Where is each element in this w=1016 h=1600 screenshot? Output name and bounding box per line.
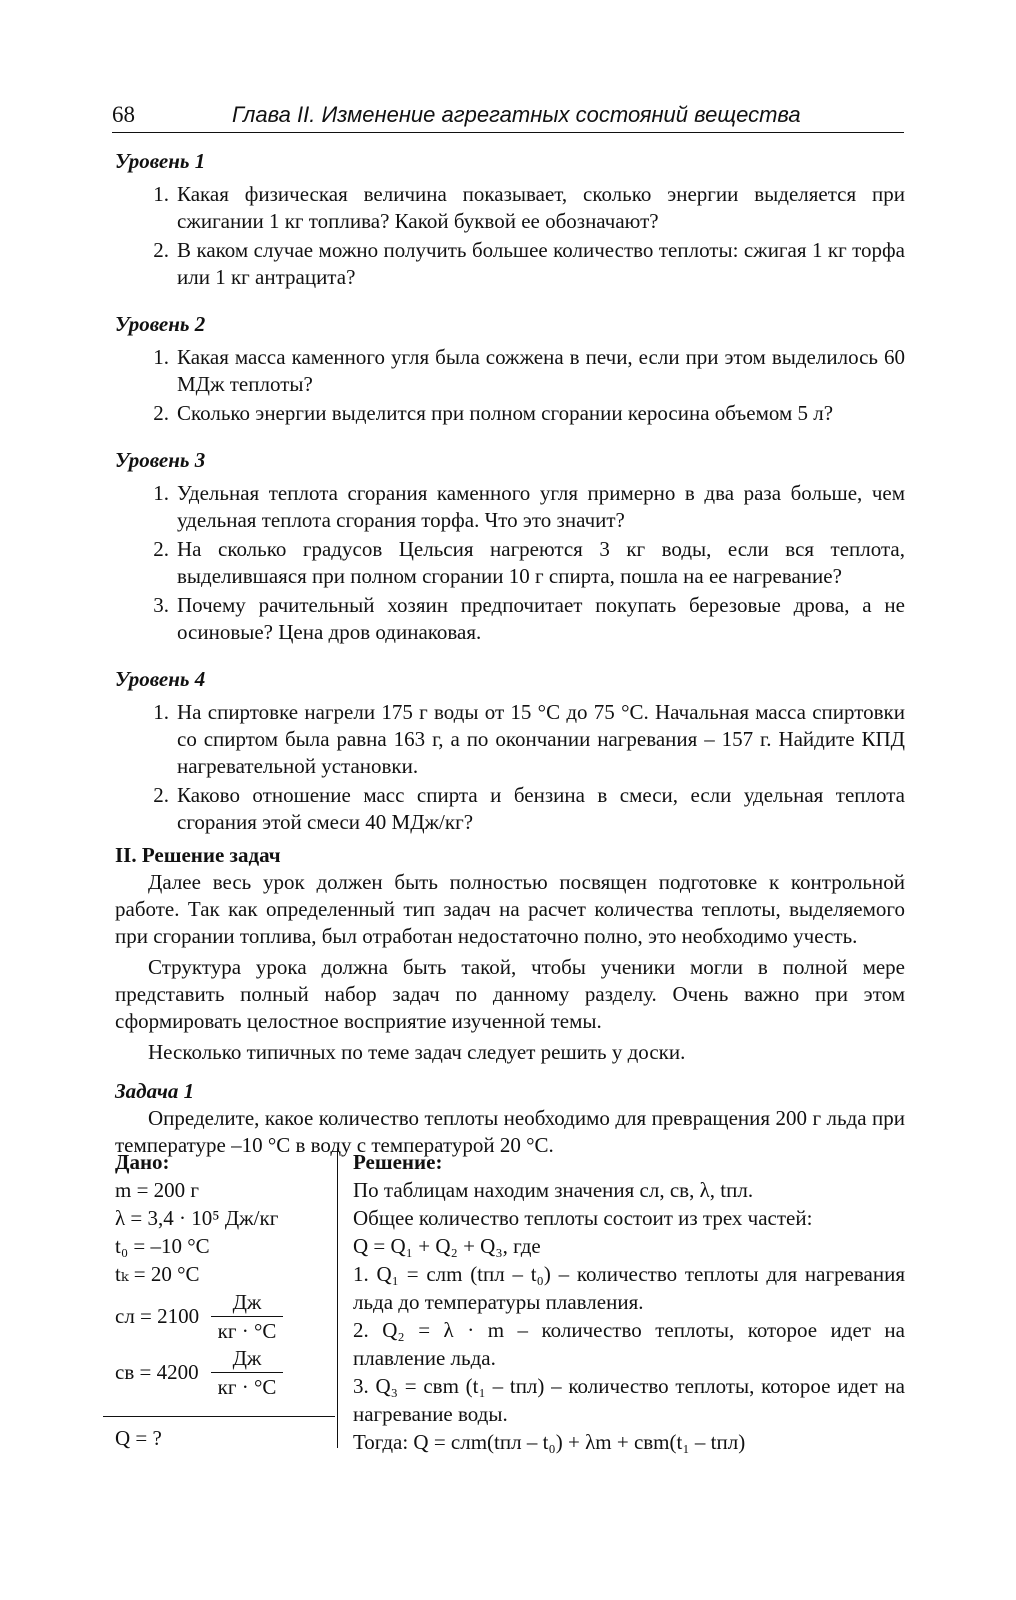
level-title: Уровень 2 [115,312,206,336]
question-number: 1. [153,700,169,724]
section-heading: II. Решение задач [115,843,281,867]
solution-line: По таблицам находим значения cл, cв, λ, tпл. [353,1178,754,1202]
given-column [115,1148,343,1450]
task-statement: Определите, какое количество теплоты необходимо для превращения 200 г льда при температуре –10 °С в воду с температурой 20 °С. [115,1106,905,1157]
level-title: Уровень 4 [115,667,206,691]
question-item [115,480,905,534]
task-title: Задача 1 [115,1079,195,1103]
question-number: 1. [153,345,169,369]
c-water-fraction [211,1344,283,1399]
header-divider [112,132,904,133]
solution-line: Общее количество теплоты состоит из трех частей: [353,1206,813,1230]
question-text: Какая масса каменного угля была сожжена в печи, если при этом выделилось 60 МДж теплоты? [177,345,905,396]
solution-column [353,1148,905,1456]
question-number: 2. [153,783,169,807]
c-ice-lhs: cл = 2100 [115,1304,200,1328]
spacer [115,429,905,439]
question-number: 1. [153,481,169,505]
spacer [115,293,905,303]
solution-line: 1. Q₁ = cлm (tпл – t₀) – количество теплоты для нагревания льда до температуры плавления. [353,1262,905,1314]
solution-line: 2. Q₂ = λ · m – количество теплоты, которое идет на плавление льда. [353,1318,905,1370]
paragraph: Структура урока должна быть такой, чтобы ученики могли в полной мере представить полный набор задач по данному разделу. Очень важно при этом сформировать целостное восприятие изученной темы. [115,955,905,1033]
spacer [115,648,905,658]
given-c-ice [115,1288,343,1344]
chapter-title: Глава II. Изменение агрегатных состояний вещества [232,102,801,127]
paragraph: Далее весь урок должен быть полностью посвящен подготовке к контрольной работе. Так как определенный тип задач на расчет количества теплоты, выделяемого при сгорании топлива, был отработан недостаточно полно, это необходимо учесть. [115,870,905,948]
solution-table [115,1148,905,1458]
level-block [115,148,905,291]
question-number: 3. [153,593,169,617]
question-number: 2. [153,238,169,262]
question-number: 1. [153,182,169,206]
column-divider [337,1148,338,1448]
level-block [115,311,905,427]
question-text: Почему рачительный хозяин предпочитает покупать березовые дрова, а не осиновые? Цена дров одинаковая. [177,593,905,644]
c-water-numerator: Дж [232,1346,262,1370]
paragraph: Несколько типичных по теме задач следует решить у доски. [148,1040,686,1064]
question-number: 2. [153,537,169,561]
question-number: 2. [153,401,169,425]
question-item [115,536,905,590]
c-water-denominator: кг · °С [211,1372,283,1399]
question-text: Сколько энергии выделится при полном сгорании керосина объемом 5 л? [177,401,834,425]
level-block [115,666,905,836]
question-text: На спиртовке нагрели 175 г воды от 15 °С до 75 °С. Начальная масса спиртовки со спиртом была равна 163 г, а по окончании нагревания – 157 г. Найдите КПД нагревательной установки. [177,700,905,778]
question-item [115,699,905,780]
question-list [115,344,905,427]
question-list [115,480,905,646]
question-item [115,782,905,836]
c-ice-fraction [211,1288,283,1343]
given-heading: Дано: [115,1150,170,1174]
question-text: Удельная теплота сгорания каменного угля примерно в два раза больше, чем удельная теплота сгорания торфа. Что это значит? [177,481,905,532]
question-text: На сколько градусов Цельсия нагреются 3 кг воды, если вся теплота, выделившаяся при полном сгорании 10 г спирта, пошла на ее нагревание? [177,537,905,588]
c-water-lhs: cв = 4200 [115,1360,199,1384]
unknown-value: Q = ? [115,1426,162,1450]
c-ice-denominator: кг · °С [211,1316,283,1343]
solution-heading: Решение: [353,1150,443,1174]
question-item [115,181,905,235]
question-item [115,344,905,398]
given-lambda: λ = 3,4 · 10⁵ Дж/кг [115,1206,279,1230]
solution-line: Тогда: Q = cлm(tпл – t₀) + λm + cвm(t₁ – tпл) [353,1430,746,1454]
given-t0: t₀ = –10 °С [115,1234,210,1258]
question-text: В каком случае можно получить большее количество теплоты: сжигая 1 кг торфа или 1 кг антрацита? [177,238,905,289]
main-text [115,140,905,1163]
page-number: 68 [112,102,135,127]
question-text: Какая физическая величина показывает, сколько энергии выделяется при сжигании 1 кг топлива? Какой буквой ее обозначают? [177,182,905,233]
question-list [115,181,905,291]
question-item [115,592,905,646]
level-title: Уровень 3 [115,448,206,472]
question-text: Каково отношение масс спирта и бензина в смеси, если удельная теплота сгорания этой смеси 40 МДж/кг? [177,783,905,834]
given-tk: tₖ = 20 °С [115,1262,200,1286]
level-title: Уровень 1 [115,149,206,173]
given-underline [103,1416,335,1417]
given-mass: m = 200 г [115,1178,200,1202]
question-list [115,699,905,836]
question-item [115,237,905,291]
given-c-water [115,1344,343,1400]
solution-line: 3. Q₃ = cвm (t₁ – tпл) – количество теплоты, которое идет на нагревание воды. [353,1374,905,1426]
solution-line: Q = Q₁ + Q₂ + Q₃, где [353,1234,541,1258]
c-ice-numerator: Дж [232,1290,262,1314]
question-item [115,400,905,427]
level-block [115,447,905,646]
